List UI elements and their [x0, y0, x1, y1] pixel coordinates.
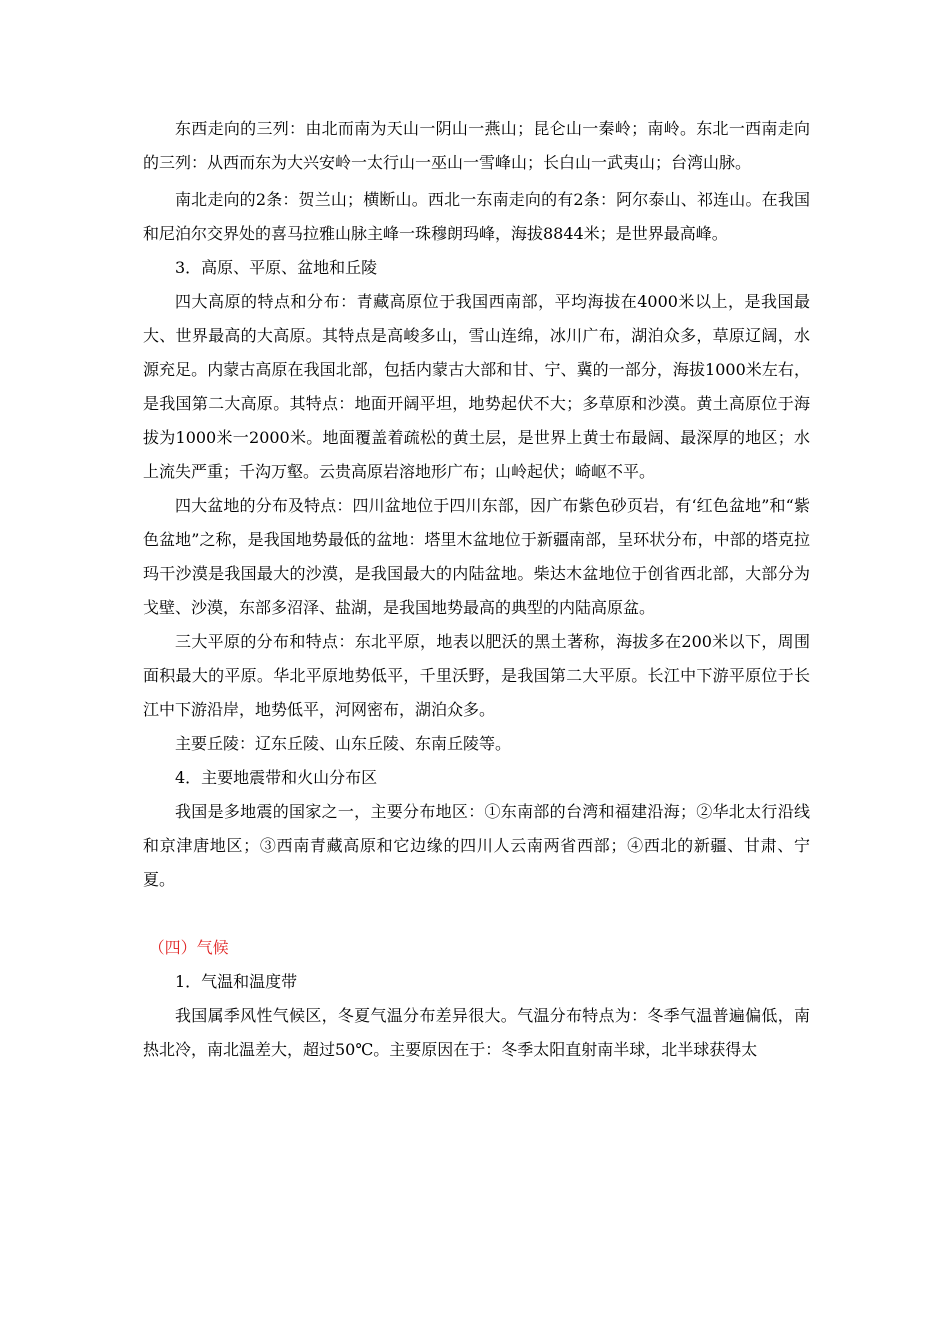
paragraph-north-south-ranges: 南北走向的2条：贺兰山；横断山。西北一东南走向的有2条：阿尔泰山、祁连山。在我国和尼泊尔交界处的喜马拉雅山脉主峰一珠穆朗玛峰，海拔8844米；是世界最高峰。	[143, 190, 810, 243]
paragraph-temperature-distribution: 我国属季风性气候区，冬夏气温分布差异很大。气温分布特点为：冬季气温普遍偏低，南热北冷，南北温差大，超过50℃。主要原因在于：冬季太阳直射南半球，北半球获得太	[143, 1006, 810, 1059]
heading-temperature-zones: 1．气温和温度带	[175, 972, 298, 991]
paragraph-main-hills: 主要丘陵：辽东丘陵、山东丘陵、东南丘陵等。	[175, 734, 512, 753]
document-body	[143, 112, 810, 1067]
heading-earthquake-volcano: 4．主要地震带和火山分布区	[175, 768, 378, 787]
paragraph-earthquake-regions: 我国是多地震的国家之一，主要分布地区：①东南部的台湾和福建沿海；②华北太行沿线和京津唐地区；③西南青藏高原和它边缘的四川人云南两省西部；④西北的新疆、甘肃、宁夏。	[143, 802, 810, 889]
paragraph-four-basins: 四大盆地的分布及特点：四川盆地位于四川东部，因广布紫色砂页岩，有‘红色盆地”和“紫色盆地”之称，是我国地势最低的盆地：塔里木盆地位于新疆南部，呈环状分布，中部的塔克拉玛干沙漠是我国最大的沙漠，是我国最大的内陆盆地。柴达木盆地位于创省西北部，大部分为戈壁、沙漠，东部多沼泽、盐湖，是我国地势最高的典型的内陆高原盆。	[143, 496, 810, 617]
section-title-climate: （四）气候	[148, 938, 229, 957]
paragraph-four-plateaus: 四大高原的特点和分布：青藏高原位于我国西南部，平均海拔在4000米以上，是我国最大、世界最高的大高原。其特点是高峻多山，雪山连绵，冰川广布，湖泊众多，草原辽阔，水源充足。内蒙古高原在我国北部，包括内蒙古大部和甘、宁、冀的一部分，海拔1000米左右，是我国第二大高原。其特点：地面开阔平坦，地势起伏不大；多草原和沙漠。黄土高原位于海拔为1000米一2000米。地面覆盖着疏松的黄土层，是世界上黄士布最阔、最深厚的地区；水上流失严重；千沟万壑。云贵高原岩溶地形广布；山岭起伏；崎岖不平。	[143, 292, 810, 481]
paragraph-east-west-ranges: 东西走向的三列：由北而南为天山一阴山一燕山；昆仑山一秦岭；南岭。东北一西南走向的三列：从西而东为大兴安岭一太行山一巫山一雪峰山；长白山一武夷山；台湾山脉。	[143, 119, 810, 172]
paragraph-three-plains: 三大平原的分布和特点：东北平原，地表以肥沃的黑土著称，海拔多在200米以下，周围面积最大的平原。华北平原地势低平，千里沃野，是我国第二大平原。长江中下游平原位于长江中下游沿岸，地势低平，河网密布，湖泊众多。	[143, 632, 810, 719]
heading-plateaus-plains-basins-hills: 3．高原、平原、盆地和丘陵	[175, 258, 378, 277]
